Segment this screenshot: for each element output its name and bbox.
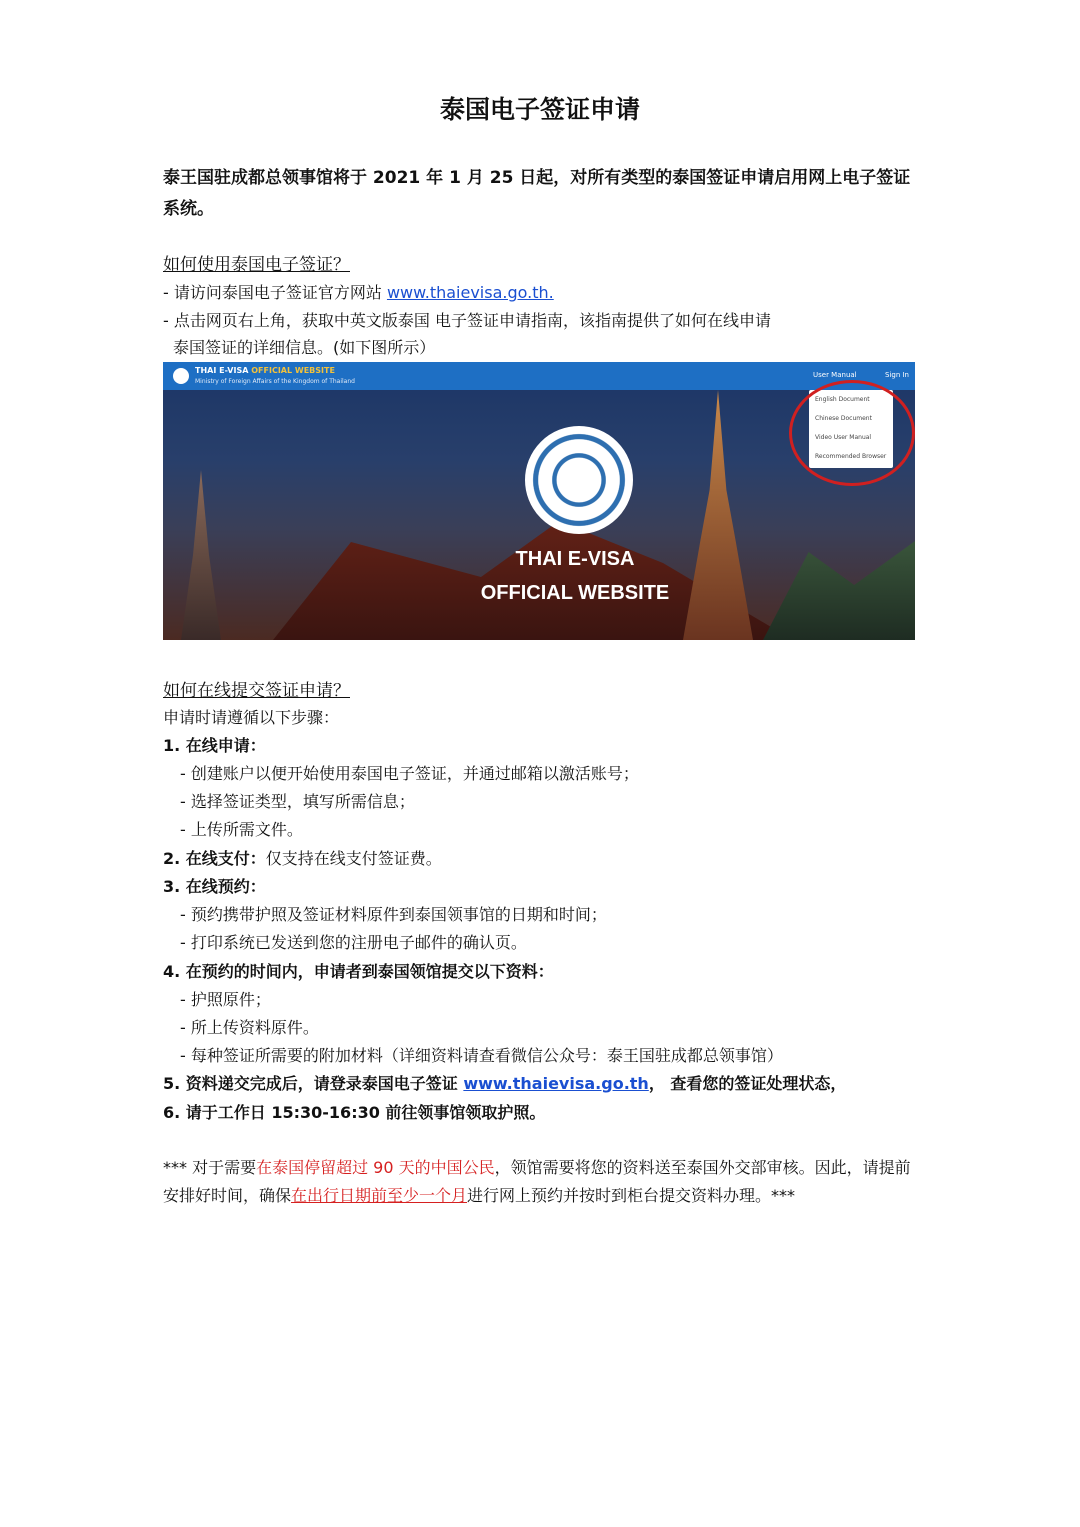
user-manual-menu[interactable]: User Manual <box>813 371 857 379</box>
note-part-3: 进行网上预约并按时到柜台提交资料办理。*** <box>467 1186 796 1205</box>
site-name-highlight: OFFICIAL WEBSITE <box>251 366 335 375</box>
hero-title-line1: THAI E-VISA <box>515 548 635 570</box>
step-1-heading: 1. 在线申请： <box>163 736 266 755</box>
step-get-guide-line1: - 点击网页右上角，获取中英文版泰国 电子签证申请指南，该指南提供了如何在线申请 <box>163 311 771 330</box>
menu-item-english-document[interactable]: English Document <box>815 396 870 403</box>
step-1-item-create-account: - 创建账户以便开始使用泰国电子签证，并通过邮箱以激活账号； <box>180 764 639 783</box>
step-4-heading: 4. 在预约的时间内，申请者到泰国领馆提交以下资料： <box>163 962 554 981</box>
site-name-main: THAI E-VISA <box>195 366 249 375</box>
steps-lead: 申请时请遵循以下步骤： <box>163 708 340 727</box>
page-title: 泰国电子签证申请 <box>439 95 640 124</box>
hero-title-line2: OFFICIAL WEBSITE <box>480 582 670 604</box>
step-4-item-originals: - 所上传资料原件。 <box>180 1018 319 1037</box>
menu-item-recommended-browser[interactable]: Recommended Browser <box>815 453 887 460</box>
section-heading-how-to-submit: 如何在线提交签证申请？ <box>163 681 350 701</box>
ministry-seal-icon <box>525 426 633 534</box>
step-visit-site <box>163 280 554 303</box>
important-note <box>163 1154 923 1210</box>
step-4-item-passport: - 护照原件； <box>180 990 271 1009</box>
note-part-2: ，领馆需要将您的资料送至泰国外交部审核。因此，请提前安排好时间，确保 <box>163 1158 911 1205</box>
step-1-item-select-type: - 选择签证类型，填写所需信息； <box>180 792 415 811</box>
step-get-guide-line2: 泰国签证的详细信息。(如下图所示） <box>173 338 436 357</box>
menu-item-video-user-manual[interactable]: Video User Manual <box>815 434 872 441</box>
step-visit-site-text: - 请访问泰国电子签证官方网站 <box>163 283 387 302</box>
menu-item-chinese-document[interactable]: Chinese Document <box>815 415 872 422</box>
step-3-heading: 3. 在线预约： <box>163 877 266 896</box>
site-logo-icon <box>173 368 189 384</box>
step-4-item-additional: - 每种签证所需要的附加材料（详细资料请查看微信公众号：泰王国驻成都总领事馆） <box>180 1046 783 1065</box>
intro-paragraph: 泰王国驻成都总领事馆将于 2021 年 1 月 25 日起，对所有类型的泰国签证申请启用网上电子签证系统。 <box>163 168 911 219</box>
step-5-suffix: ， 查看您的签证处理状态， <box>648 1074 847 1093</box>
evisa-website-link[interactable]: www.thaievisa.go.th. <box>386 283 554 302</box>
step-2-label: 2. 在线支付： <box>163 849 266 868</box>
step-5-text: 5. 资料递交完成后，请登录泰国电子签证 <box>163 1074 464 1093</box>
ministry-name: Ministry of Foreign Affairs of the Kingdom of Thailand <box>195 378 355 385</box>
note-highlight-one-month: 在出行日期前至少一个月 <box>291 1186 468 1205</box>
sign-in-link[interactable]: Sign In <box>885 371 909 379</box>
note-part-1: *** 对于需要 <box>163 1158 257 1177</box>
highlight-circle <box>789 380 915 486</box>
evisa-status-link[interactable]: www.thaievisa.go.th <box>463 1074 649 1093</box>
step-1-item-upload: - 上传所需文件。 <box>180 820 303 839</box>
site-name <box>195 366 335 375</box>
step-2-text: 仅支持在线支付签证费。 <box>265 849 442 868</box>
step-3-item-print: - 打印系统已发送到您的注册电子邮件的确认页。 <box>180 933 527 952</box>
step-6: 6. 请于工作日 15:30-16:30 前往领事馆领取护照。 <box>163 1103 546 1122</box>
note-highlight-90-days: 在泰国停留超过 90 天的中国公民 <box>256 1158 495 1177</box>
section-heading-how-to-use: 如何使用泰国电子签证？ <box>163 255 350 275</box>
step-5 <box>163 1071 846 1094</box>
step-3-item-book: - 预约携带护照及签证材料原件到泰国领事馆的日期和时间； <box>180 905 607 924</box>
website-screenshot <box>163 362 915 640</box>
step-2 <box>163 846 442 869</box>
